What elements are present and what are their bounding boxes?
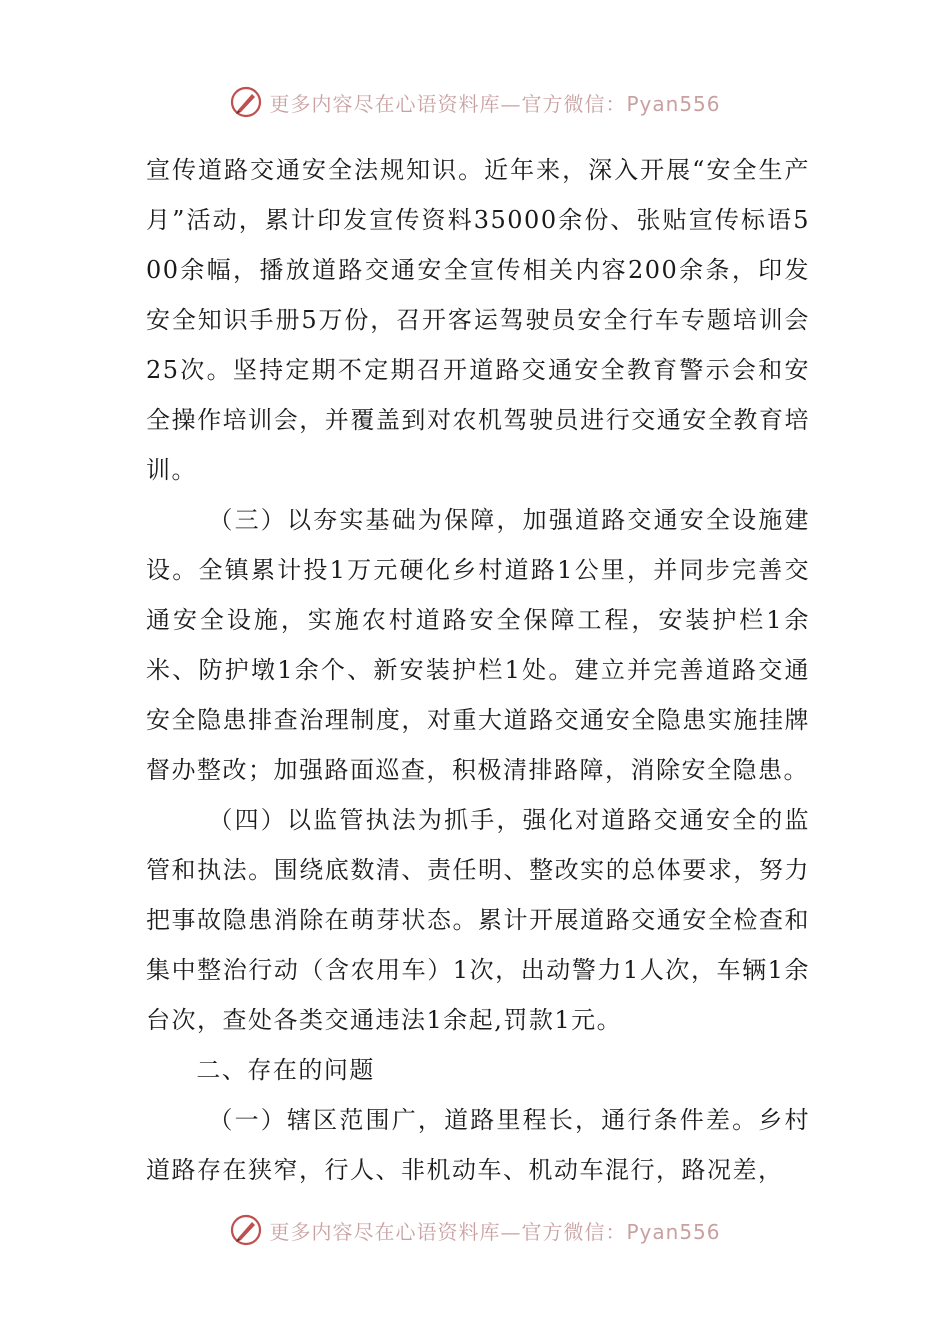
paragraph-2: （三）以夯实基础为保障，加强道路交通安全设施建设。全镇累计投1万元硬化乡村道路1公里，并同步完善交通安全设施，实施农村道路安全保障工程，安装护栏1余米、防护墩1余个、新安装护栏1处。建立并完善道路交通安全隐患排查治理制度，对重大道路交通安全隐患实施挂牌督办整改；加强路面巡查，积极清排路障，消除安全隐患。 <box>146 506 810 784</box>
header-watermark-banner <box>0 82 950 122</box>
paragraph-3: （四）以监管执法为抓手，强化对道路交通安全的监管和执法。围绕底数清、责任明、整改实的总体要求，努力把事故隐患消除在萌芽状态。累计开展道路交通安全检查和集中整治行动（含农用车）1次，出动警力1人次，车辆1余台次，查处各类交通违法1余起,罚款1元。 <box>146 806 810 1034</box>
pen-logo-icon <box>229 1213 263 1247</box>
banner-text: 更多内容尽在心语资料库—官方微信：Pyan556 <box>269 91 721 116</box>
paragraph-4: （一）辖区范围广，道路里程长，通行条件差。乡村道路存在狭窄，行人、非机动车、机动车混行，路况差， <box>146 1106 810 1184</box>
paragraph-1: 宣传道路交通安全法规知识。近年来，深入开展“安全生产月”活动，累计印发宣传资料35000余份、张贴宣传标语500余幅，播放道路交通安全宣传相关内容200余条，印发安全知识手册5万份，召开客运驾驶员安全行车专题培训会25次。坚持定期不定期召开道路交通安全教育警示会和安全操作培训会，并覆盖到对农机驾驶员进行交通安全教育培训。 <box>146 156 810 484</box>
pen-logo-icon <box>229 85 263 119</box>
wechat-id: Pyan556 <box>626 91 721 116</box>
footer-watermark-banner <box>0 1210 950 1250</box>
document-body <box>146 145 810 1195</box>
section-heading: 二、存在的问题 <box>196 1056 375 1084</box>
banner-text: 更多内容尽在心语资料库—官方微信：Pyan556 <box>269 1219 721 1244</box>
wechat-id: Pyan556 <box>626 1219 721 1244</box>
